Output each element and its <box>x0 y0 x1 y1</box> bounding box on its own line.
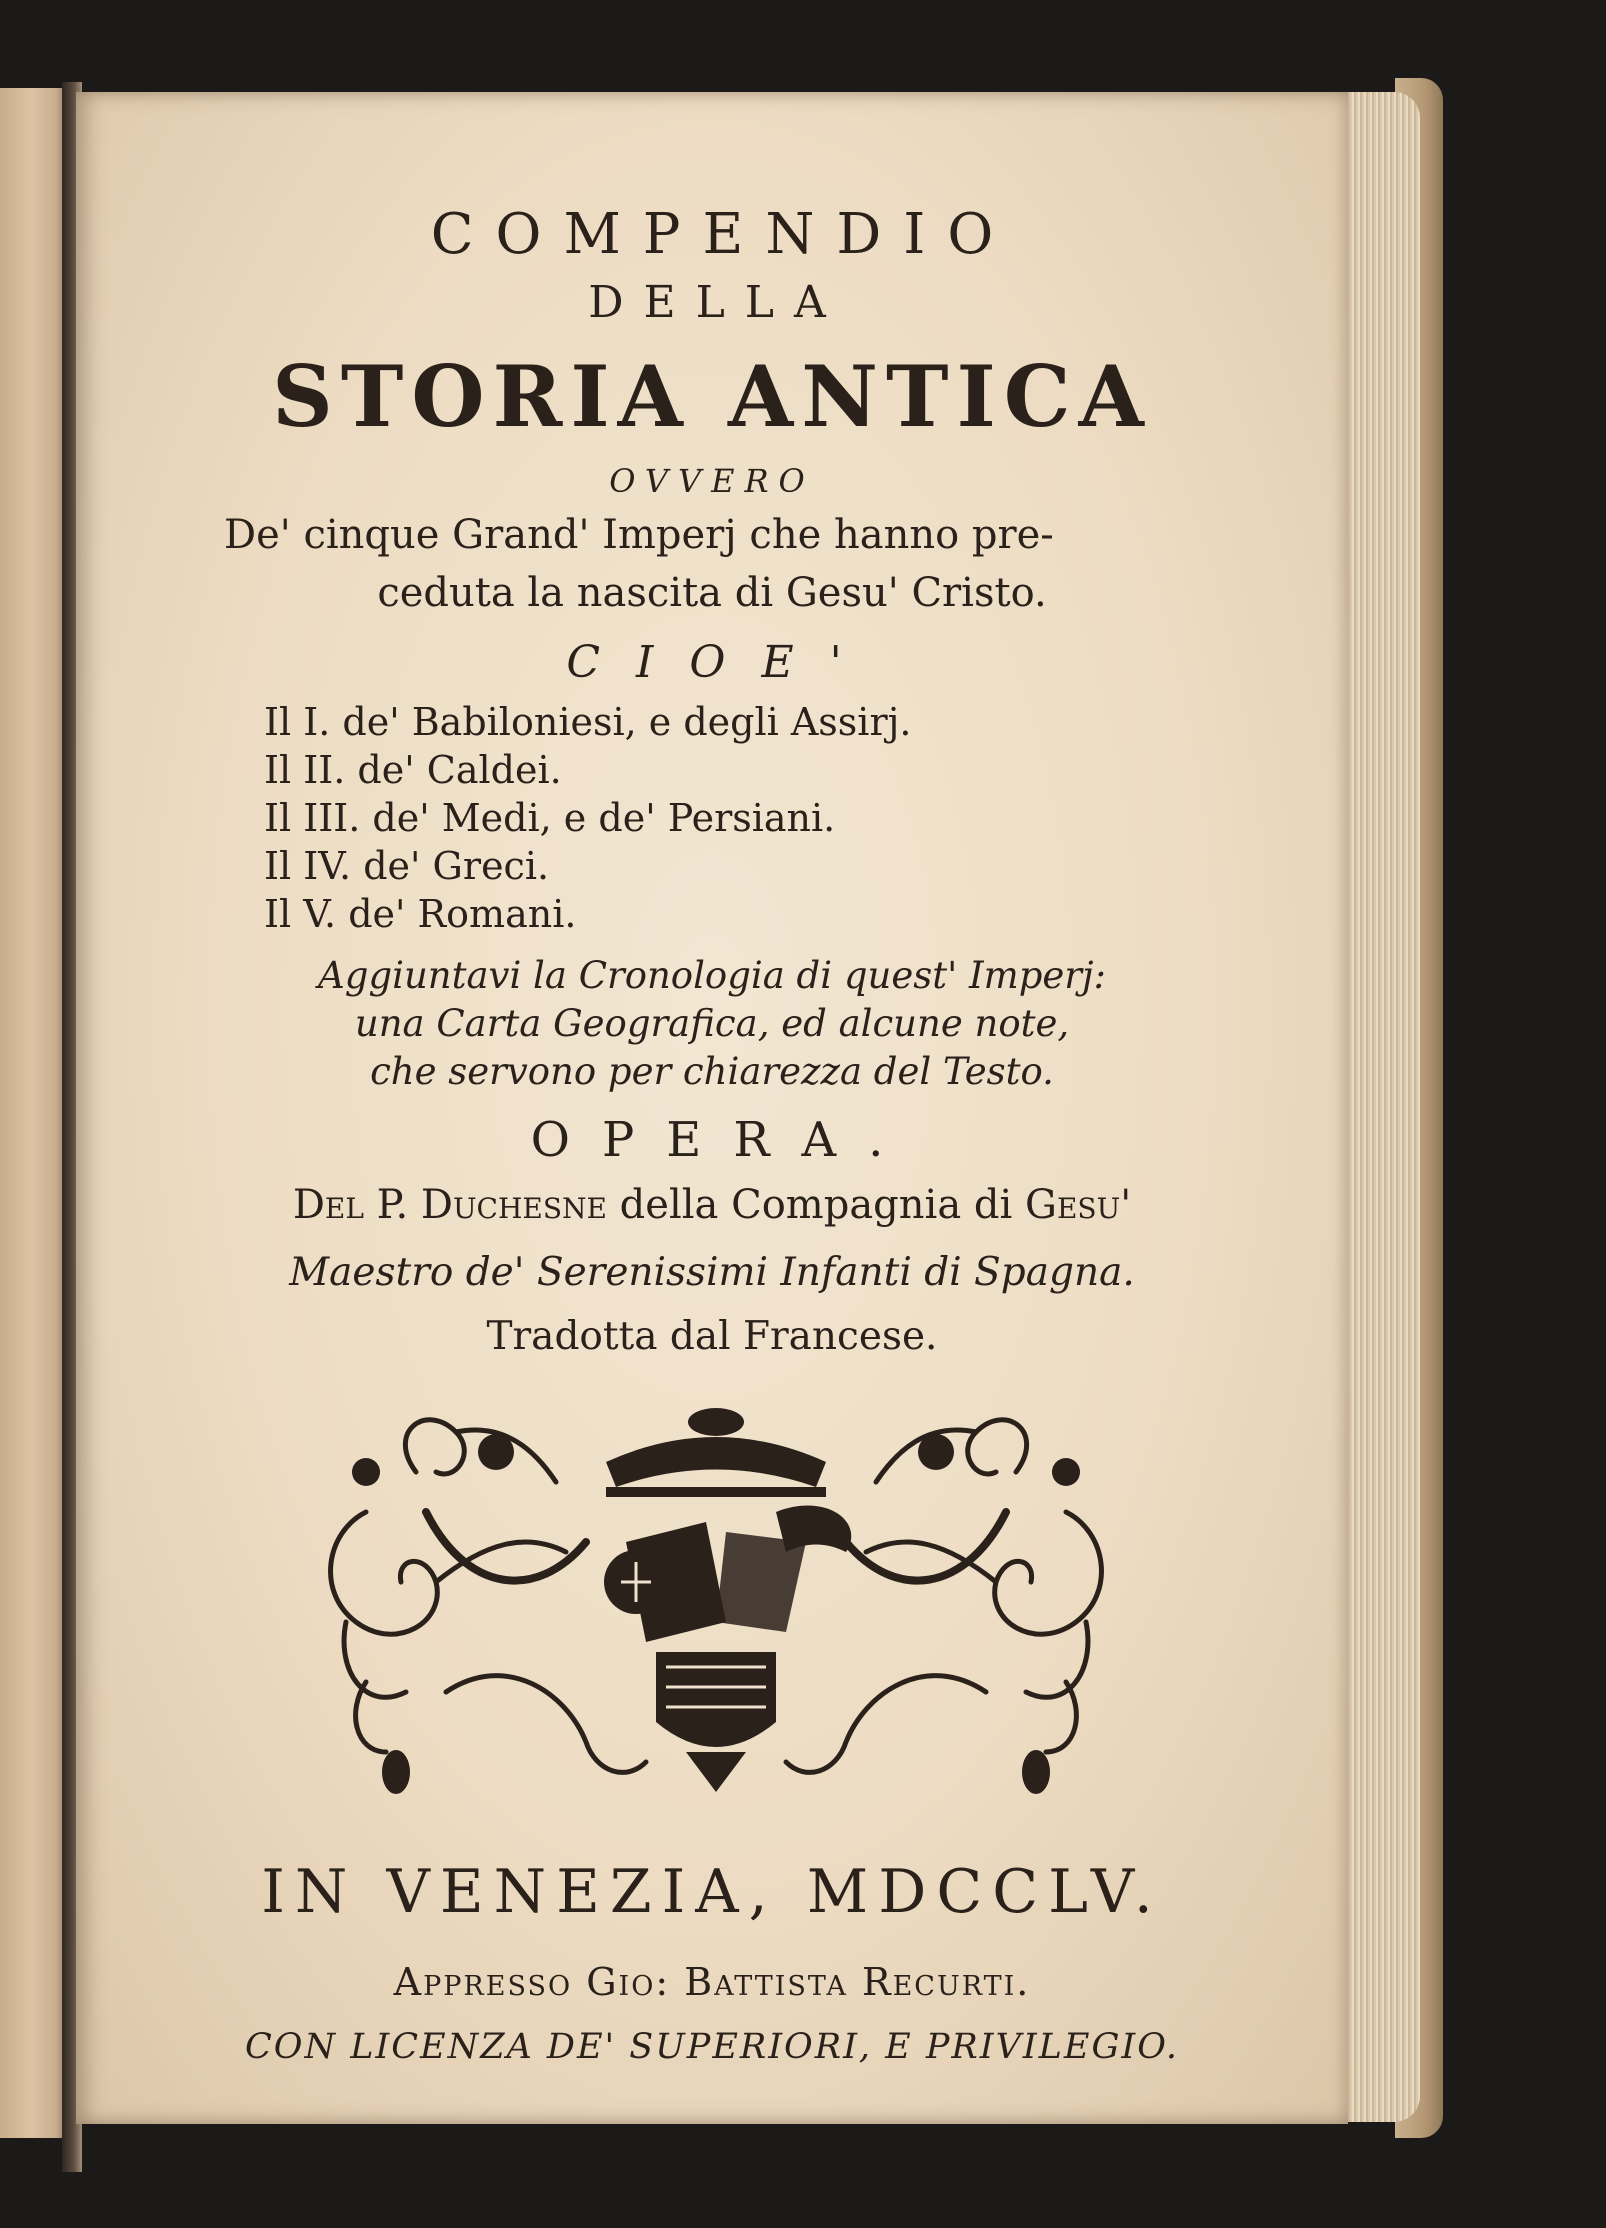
opera-heading: OPERA. <box>530 1112 916 1168</box>
empire-item-3: Il III. de' Medi, e de' Persiani. <box>264 796 836 840</box>
addition-line-3: che servono per chiarezza del Testo. <box>370 1050 1054 1093</box>
page-block-edges <box>1340 92 1420 2122</box>
title-ovvero: OVVERO <box>609 462 815 500</box>
ornamental-vignette-icon <box>306 1392 1126 1802</box>
author-prefix: Del P. <box>292 1182 409 1228</box>
imprint-printer: Appresso Gio: Battista Recurti. <box>393 1960 1031 2004</box>
subtitle-line-1: De' cinque Grand' Imperj che hanno pre- <box>224 512 1054 558</box>
imprint-place-date: IN VENEZIA, MDCCLV. <box>261 1857 1163 1927</box>
author-name: Duchesne <box>420 1182 607 1228</box>
empire-item-5: Il V. de' Romani. <box>264 892 577 936</box>
title-line-storia-antica: STORIA ANTICA <box>272 347 1152 446</box>
author-mid: della Compagnia di <box>619 1182 1013 1228</box>
empire-item-2: Il II. de' Caldei. <box>264 748 562 792</box>
empire-item-1: Il I. de' Babiloniesi, e degli Assirj. <box>264 700 912 744</box>
title-line-della: DELLA <box>588 277 846 328</box>
author-line <box>76 1182 1348 1228</box>
left-facing-page-edge <box>0 88 70 2138</box>
title-page <box>76 92 1348 2124</box>
addition-line-2: una Carta Geografica, ed alcune note, <box>354 1002 1070 1045</box>
imprint-licence: CON LICENZA DE' SUPERIORI, E PRIVILEGIO. <box>244 2027 1180 2067</box>
author-order: Gesu' <box>1025 1182 1132 1228</box>
cioe-heading: CIOE' <box>566 637 878 688</box>
author-title-line: Maestro de' Serenissimi Infanti di Spagna. <box>289 1250 1135 1295</box>
addition-line-1: Aggiuntavi la Cronologia di quest' Imperj: <box>318 954 1106 997</box>
title-line-compendio: COMPENDIO <box>430 202 1016 267</box>
translation-note: Tradotta dal Francese. <box>486 1314 938 1359</box>
empire-item-4: Il IV. de' Greci. <box>264 844 550 888</box>
subtitle-line-2: ceduta la nascita di Gesu' Cristo. <box>377 570 1047 616</box>
